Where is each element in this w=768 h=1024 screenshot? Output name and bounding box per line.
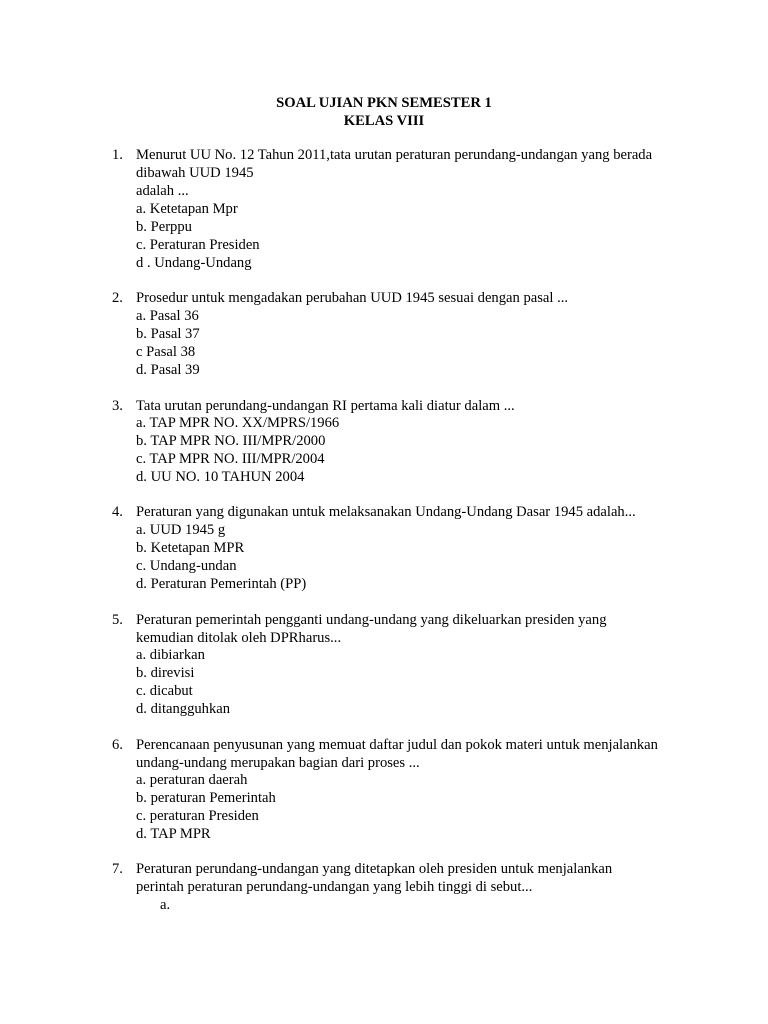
answer-option: c. peraturan Presiden xyxy=(136,808,259,824)
document-subtitle: KELAS VIII xyxy=(343,113,425,129)
answer-option: a. peraturan daerah xyxy=(136,772,248,788)
question-number: 6. xyxy=(112,737,123,753)
answer-option: d. UU NO. 10 TAHUN 2004 xyxy=(136,469,305,485)
question-stem: undang-undang merupakan bagian dari proses ... xyxy=(136,755,420,771)
question-stem: Peraturan yang digunakan untuk melaksanakan Undang-Undang Dasar 1945 adalah... xyxy=(136,504,636,520)
answer-option: b. TAP MPR NO. III/MPR/2000 xyxy=(136,433,326,449)
answer-option: c. Undang-undan xyxy=(136,558,237,574)
answer-option: a. Pasal 36 xyxy=(136,308,199,324)
answer-option: c. Peraturan Presiden xyxy=(136,237,260,253)
question-number: 3. xyxy=(112,398,123,414)
answer-option: a. dibiarkan xyxy=(136,647,205,663)
answer-option: b. peraturan Pemerintah xyxy=(136,790,276,806)
answer-option: b. Ketetapan MPR xyxy=(136,540,245,556)
answer-option: b. Perppu xyxy=(136,219,192,235)
question-number: 2. xyxy=(112,290,123,306)
question-number: 4. xyxy=(112,504,123,520)
question-stem: dibawah UUD 1945 xyxy=(136,165,254,181)
answer-option: b. direvisi xyxy=(136,665,195,681)
answer-option: d. Pasal 39 xyxy=(136,362,200,378)
answer-option: a. UUD 1945 g xyxy=(136,522,226,538)
answer-option: d . Undang-Undang xyxy=(136,255,252,271)
answer-option: c. TAP MPR NO. III/MPR/2004 xyxy=(136,451,325,467)
answer-option: c Pasal 38 xyxy=(136,344,196,360)
question-stem: Peraturan perundang-undangan yang ditetapkan oleh presiden untuk menjalankan xyxy=(136,861,613,877)
answer-option: d. TAP MPR xyxy=(136,826,211,842)
document-title: SOAL UJIAN PKN SEMESTER 1 xyxy=(276,95,492,111)
answer-option: a. Ketetapan Mpr xyxy=(136,201,238,217)
question-number: 5. xyxy=(112,612,123,628)
answer-option: b. Pasal 37 xyxy=(136,326,200,342)
question-number: 1. xyxy=(112,147,123,163)
answer-option: d. Peraturan Pemerintah (PP) xyxy=(136,576,307,592)
answer-option: d. ditangguhkan xyxy=(136,701,231,717)
question-stem: Prosedur untuk mengadakan perubahan UUD 1945 sesuai dengan pasal ... xyxy=(136,290,569,306)
answer-option: a. TAP MPR NO. XX/MPRS/1966 xyxy=(136,415,340,431)
question-stem: Menurut UU No. 12 Tahun 2011,tata urutan peraturan perundang-undangan yang berada xyxy=(136,147,653,163)
question-stem: Peraturan pemerintah pengganti undang-undang yang dikeluarkan presiden yang xyxy=(136,612,607,628)
question-stem: kemudian ditolak oleh DPRharus... xyxy=(136,630,342,646)
answer-option: a. xyxy=(160,897,171,913)
question-stem: Perencanaan penyusunan yang memuat daftar judul dan pokok materi untuk menjalankan xyxy=(136,737,658,753)
answer-option: c. dicabut xyxy=(136,683,193,699)
question-number: 7. xyxy=(112,861,123,877)
question-stem: perintah peraturan perundang-undangan yang lebih tinggi di sebut... xyxy=(136,879,533,895)
question-stem: adalah ... xyxy=(136,183,189,199)
question-stem: Tata urutan perundang-undangan RI pertama kali diatur dalam ... xyxy=(136,398,515,414)
